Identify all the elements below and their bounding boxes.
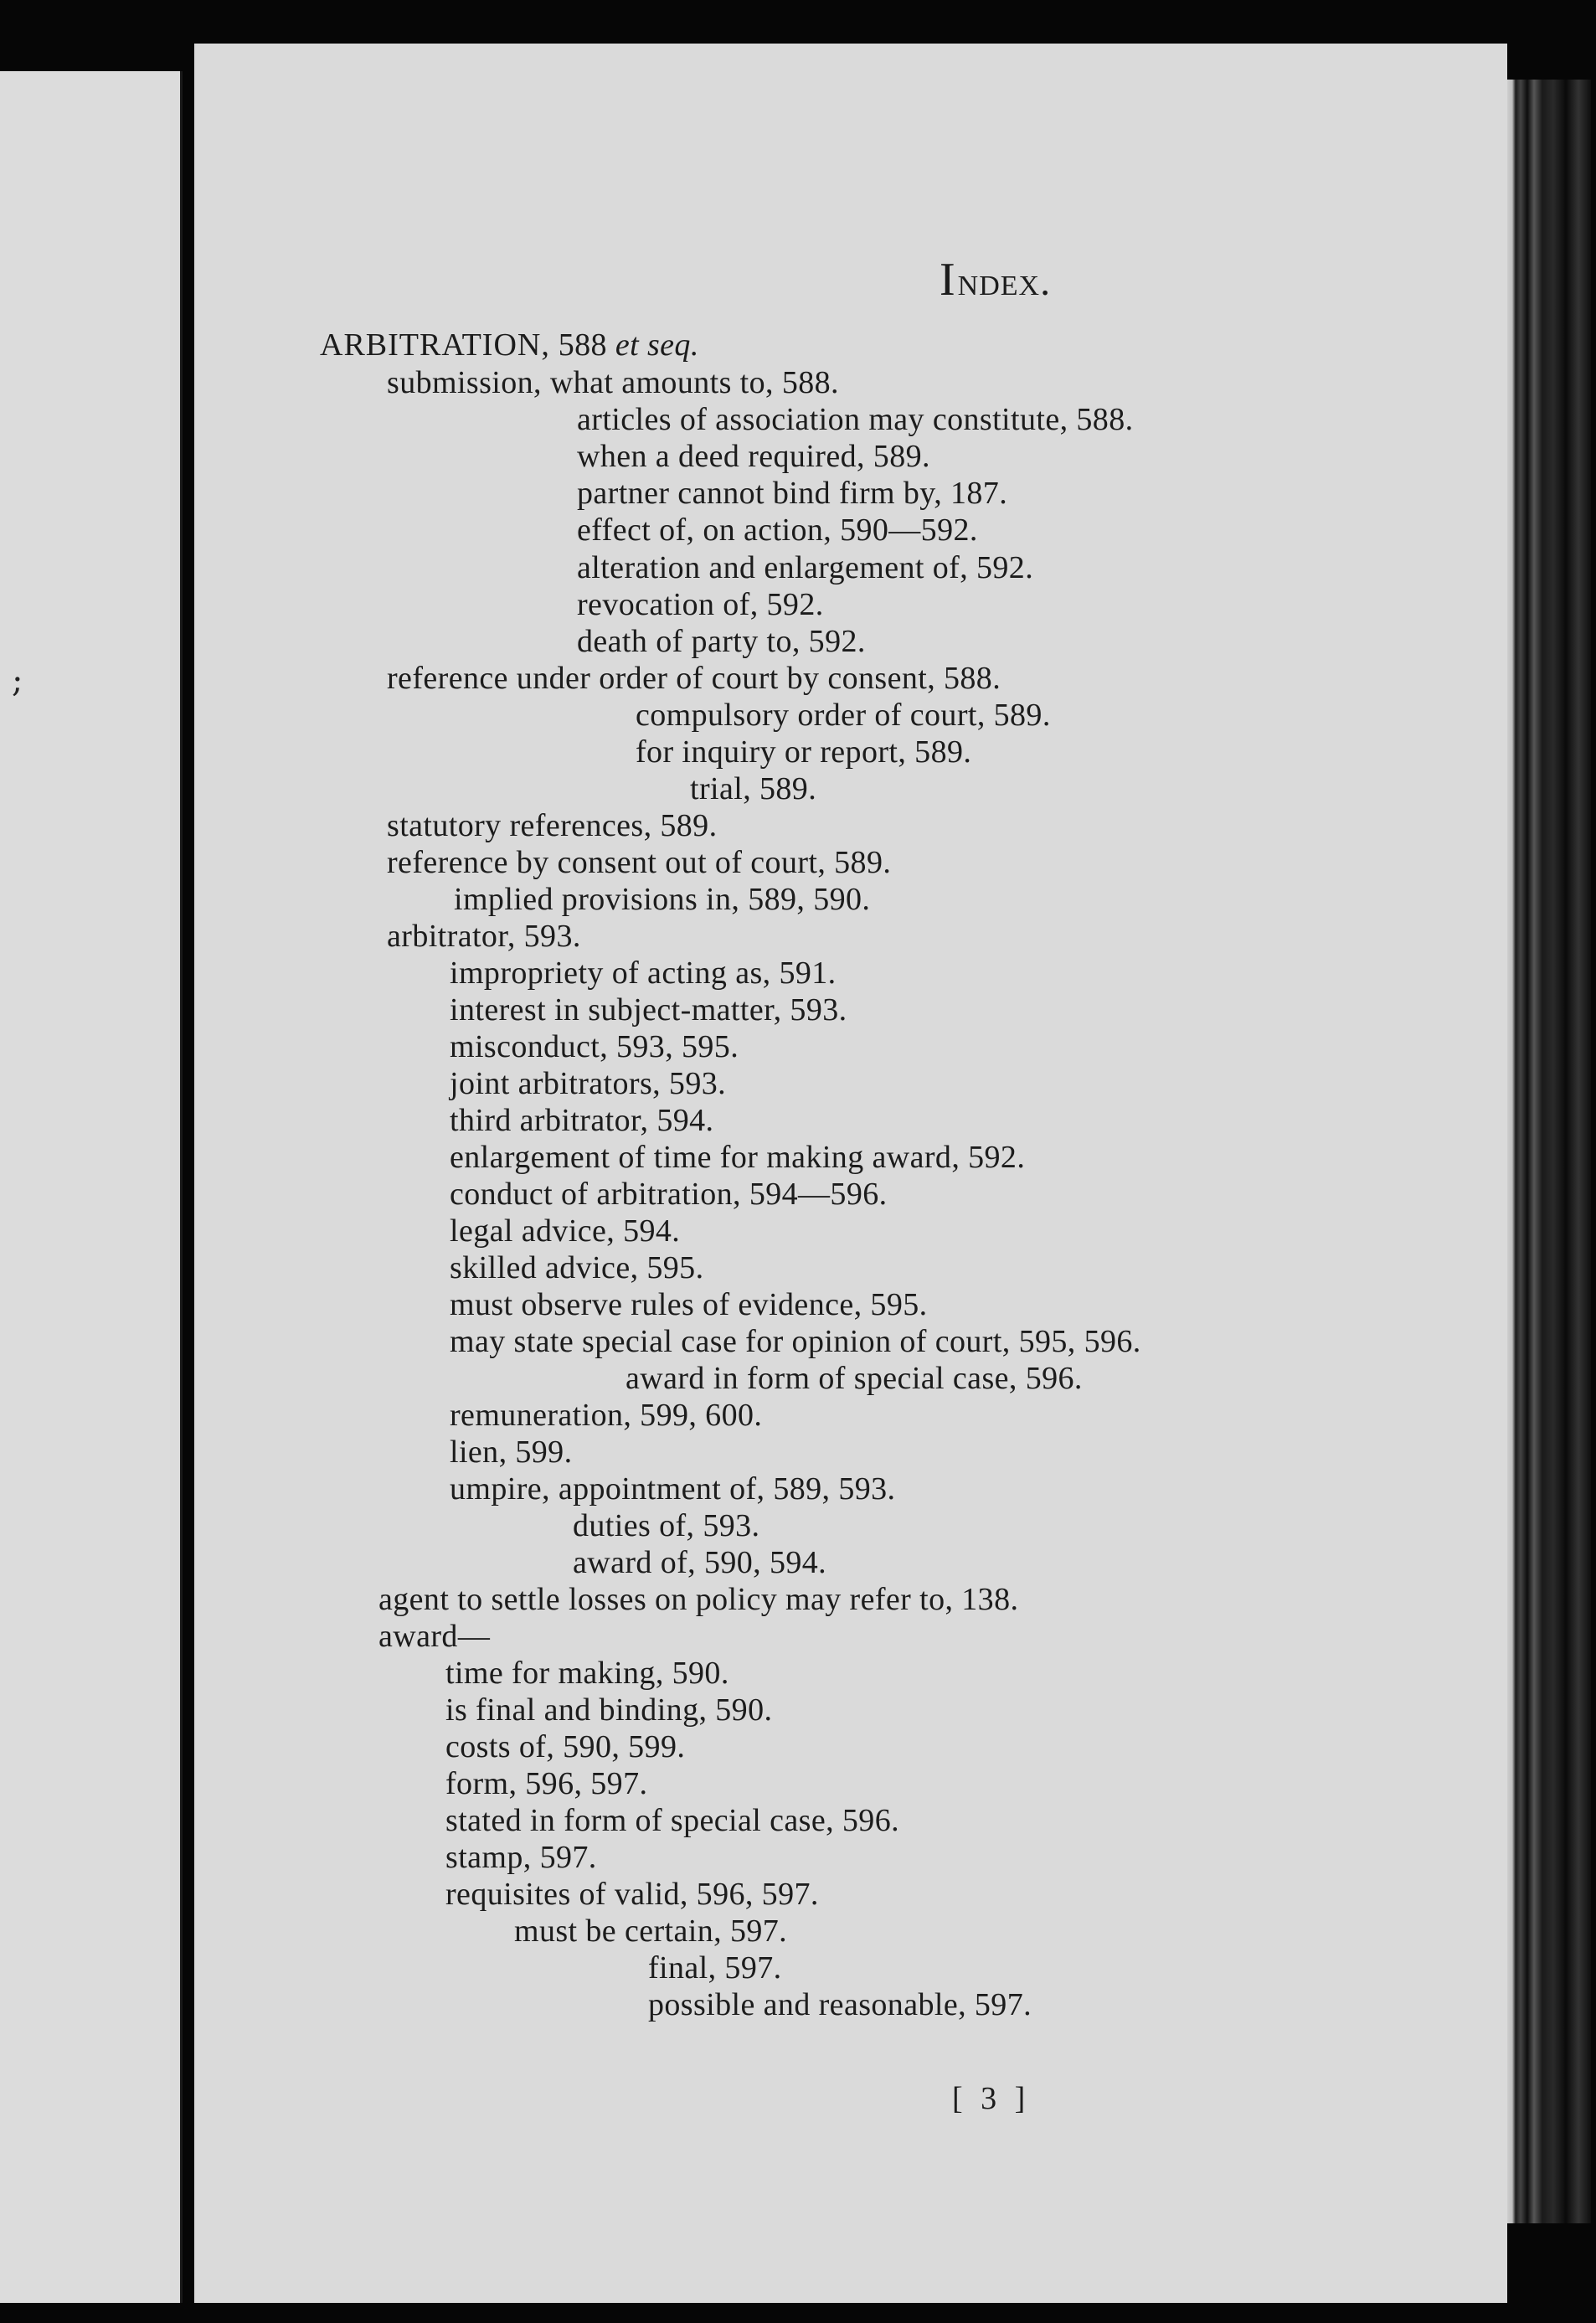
index-entry: misconduct, 593, 595. xyxy=(450,1029,739,1064)
index-entry: partner cannot bind firm by, 187. xyxy=(577,476,1008,511)
page-title: Index. xyxy=(940,254,1052,306)
left-facing-page xyxy=(0,71,183,2303)
index-entry: alteration and enlargement of, 592. xyxy=(577,550,1034,585)
index-entry: is final and binding, 590. xyxy=(445,1692,773,1728)
index-entry: may state special case for opinion of court, 595, 596. xyxy=(450,1324,1141,1359)
index-entry: stated in form of special case, 596. xyxy=(445,1803,900,1838)
index-entry: agent to settle losses on policy may refer to, 138. xyxy=(378,1582,1019,1617)
index-entry: stamp, 597. xyxy=(445,1840,597,1875)
index-entry: time for making, 590. xyxy=(445,1656,729,1691)
index-entry: costs of, 590, 599. xyxy=(445,1729,686,1764)
index-entry: death of party to, 592. xyxy=(577,624,866,659)
index-entry: duties of, 593. xyxy=(573,1508,760,1543)
index-entry: implied provisions in, 589, 590. xyxy=(454,882,871,917)
index-entry: requisites of valid, 596, 597. xyxy=(445,1877,819,1912)
index-entry: when a deed required, 589. xyxy=(577,439,930,474)
index-entry: award of, 590, 594. xyxy=(573,1545,827,1580)
index-entry: final, 597. xyxy=(648,1950,782,1986)
page-edge-shadow xyxy=(1507,80,1591,2223)
heading-et-seq: et seq. xyxy=(615,327,699,363)
index-entry: statutory references, 589. xyxy=(387,808,718,843)
index-entry: reference by consent out of court, 589. xyxy=(387,845,892,880)
index-entry: form, 596, 597. xyxy=(445,1766,648,1801)
index-entry: submission, what amounts to, 588. xyxy=(387,365,839,400)
index-entry: award— xyxy=(378,1619,491,1654)
index-entry: must be certain, 597. xyxy=(514,1914,788,1949)
index-entry: interest in subject-matter, 593. xyxy=(450,992,847,1028)
index-heading-entry xyxy=(320,327,699,363)
index-entry: compulsory order of court, 589. xyxy=(636,698,1051,733)
index-entry: articles of association may constitute, 588. xyxy=(577,402,1134,437)
index-entry: arbitrator, 593. xyxy=(387,919,581,954)
index-entry: reference under order of court by consent, 588. xyxy=(387,661,1001,696)
index-entry: joint arbitrators, 593. xyxy=(450,1066,727,1101)
index-entry: trial, 589. xyxy=(690,771,817,806)
index-page xyxy=(194,44,1507,2303)
heading-pages: 588 xyxy=(558,327,607,363)
index-entry: must observe rules of evidence, 595. xyxy=(450,1287,928,1322)
index-entry: revocation of, 592. xyxy=(577,587,824,622)
index-entry: for inquiry or report, 589. xyxy=(636,734,972,770)
index-entry: third arbitrator, 594. xyxy=(450,1103,714,1138)
index-entry: effect of, on action, 590—592. xyxy=(577,513,978,548)
heading-term: ARBITRATION, xyxy=(320,327,550,363)
left-page-mark: ; xyxy=(12,662,23,700)
index-entry: lien, 599. xyxy=(450,1434,573,1470)
index-entry: enlargement of time for making award, 592. xyxy=(450,1140,1026,1175)
index-entry: award in form of special case, 596. xyxy=(626,1361,1083,1396)
page-number: [ 3 ] xyxy=(952,2081,1031,2116)
index-entry: remuneration, 599, 600. xyxy=(450,1398,763,1433)
index-entry: legal advice, 594. xyxy=(450,1213,681,1249)
index-entry: skilled advice, 595. xyxy=(450,1250,704,1285)
index-entry: impropriety of acting as, 591. xyxy=(450,955,837,991)
index-entry: possible and reasonable, 597. xyxy=(648,1987,1032,2022)
index-entry: umpire, appointment of, 589, 593. xyxy=(450,1471,896,1507)
index-entry: conduct of arbitration, 594—596. xyxy=(450,1177,888,1212)
